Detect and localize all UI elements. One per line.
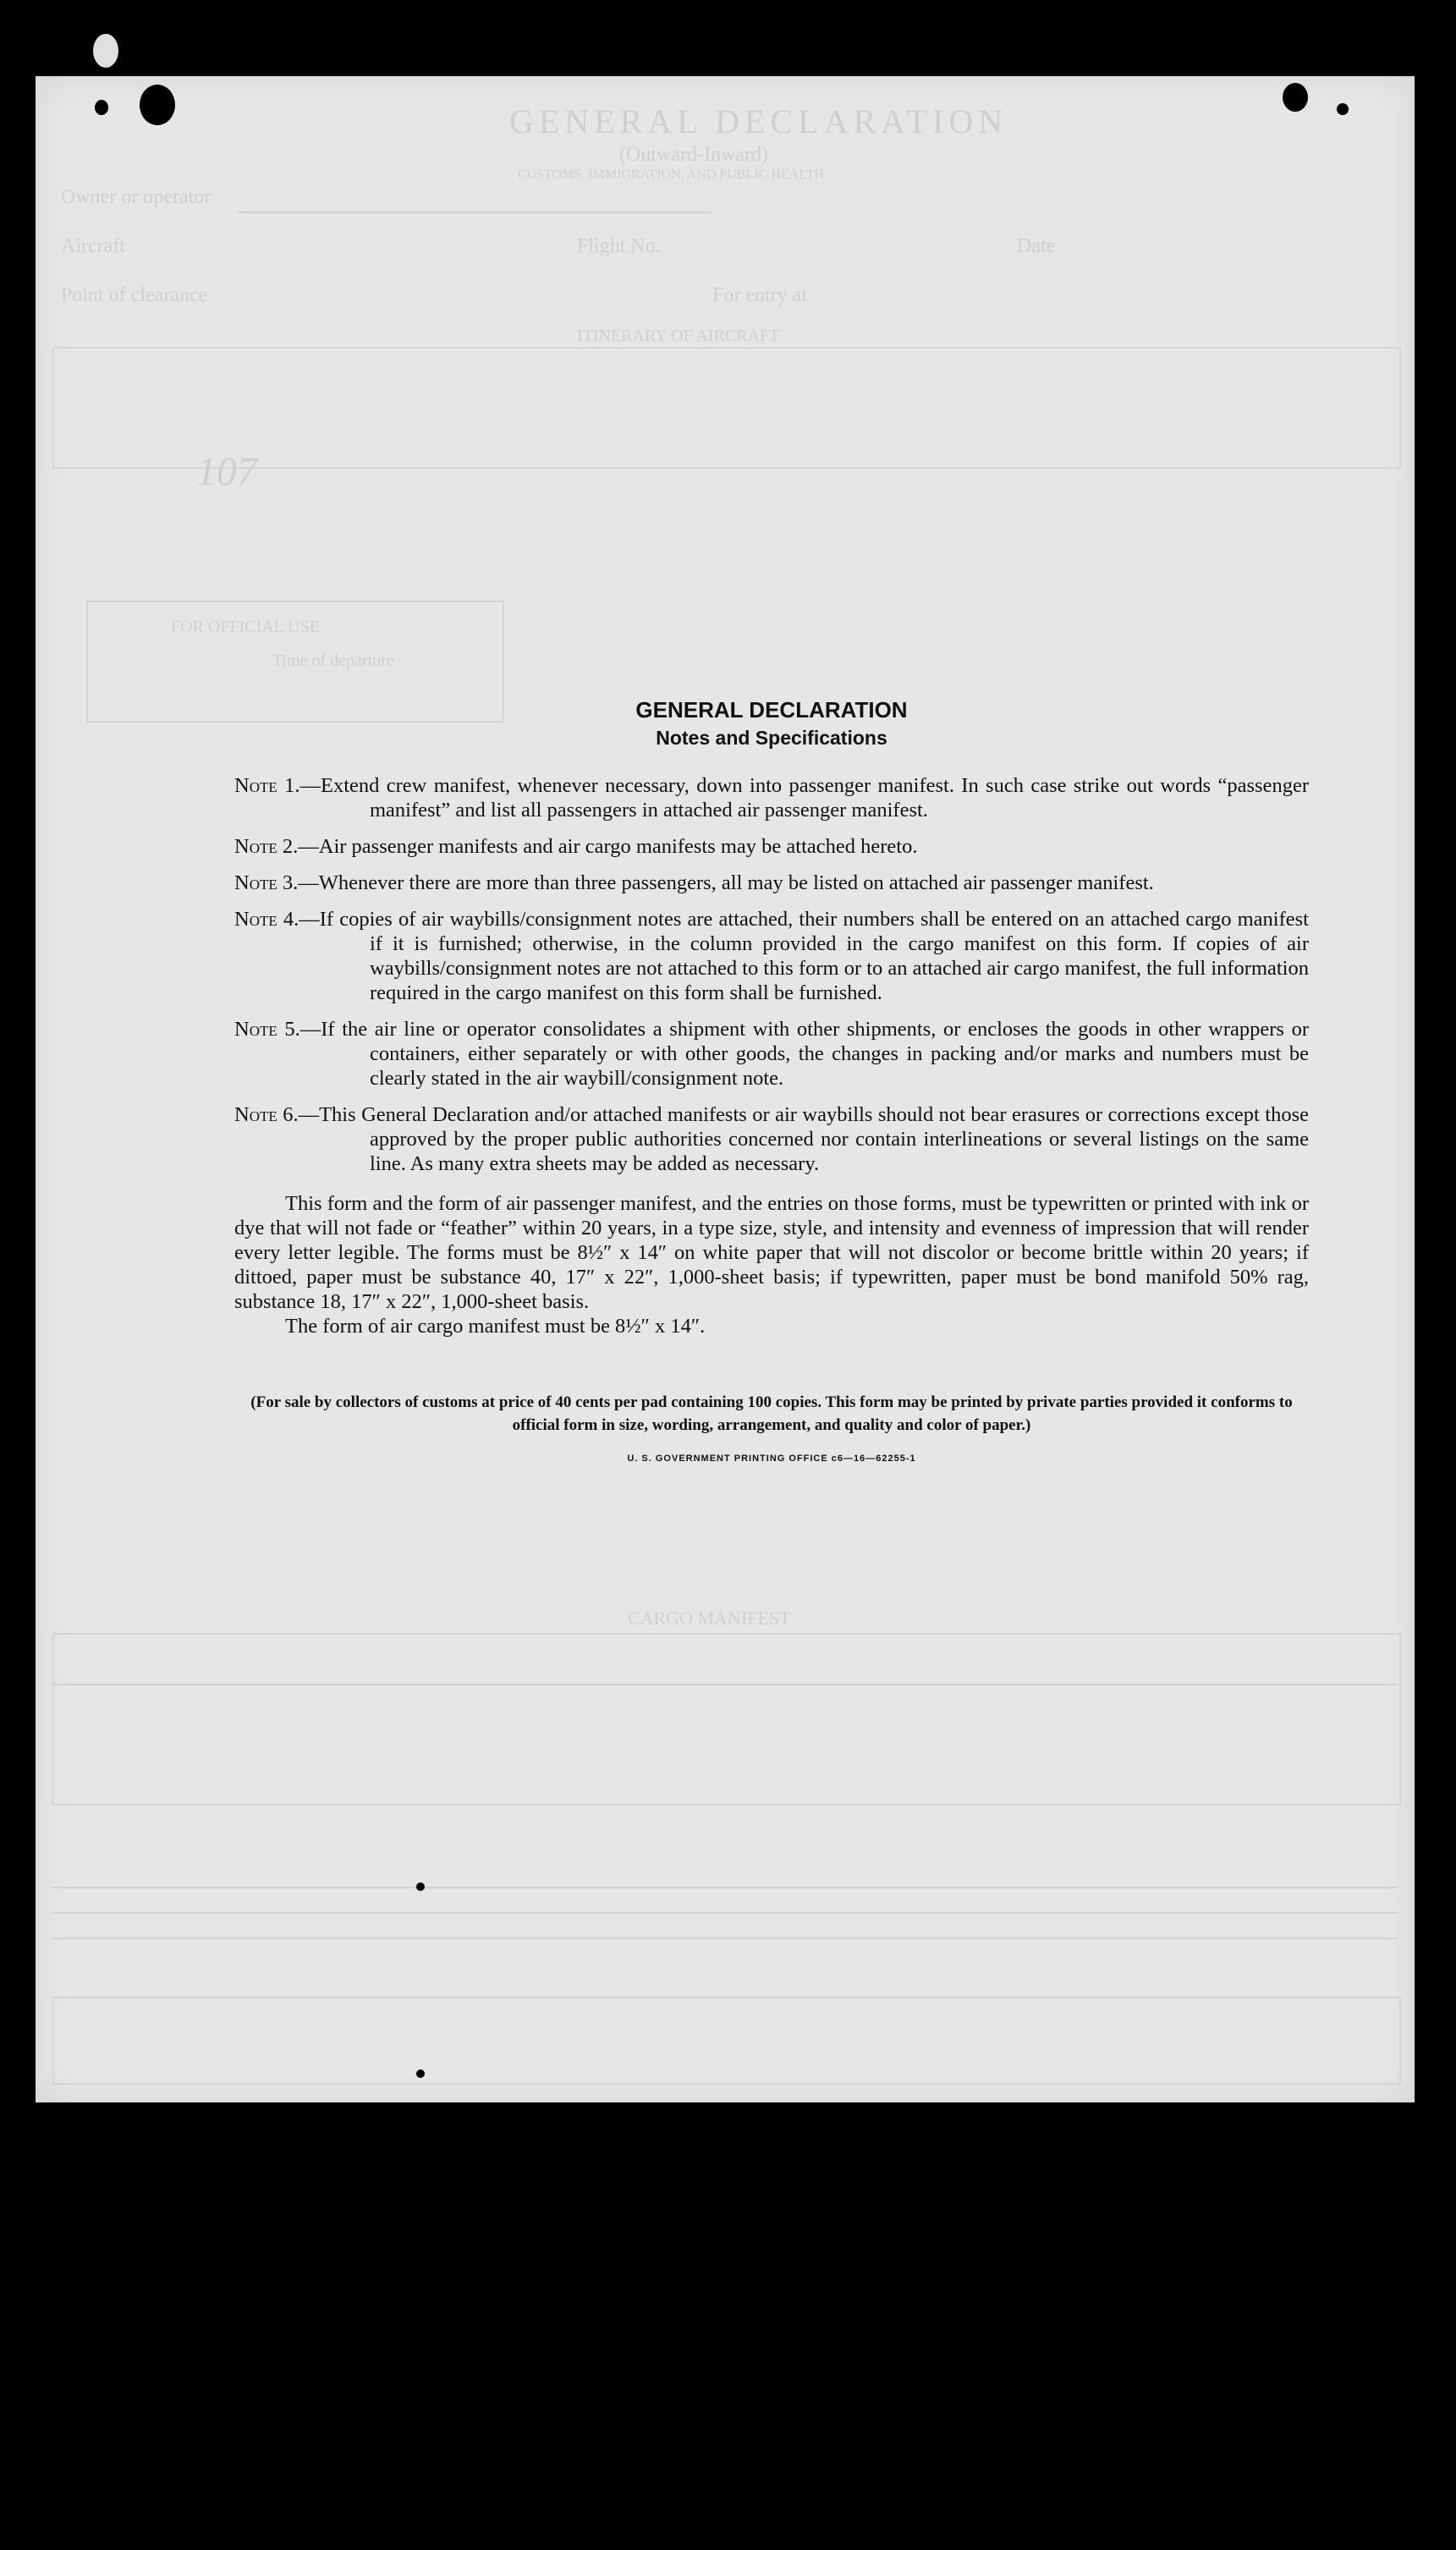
bleed-cargo-box <box>52 1633 1401 1805</box>
bleed-stamp: 107 <box>196 449 257 494</box>
note-2 <box>234 834 1309 859</box>
cargo-manifest-size-paragraph: The form of air cargo manifest must be 8½″ x 14″. <box>285 1315 706 1338</box>
note-label: Note 1. <box>234 774 300 797</box>
bleed-line <box>52 1912 1398 1914</box>
note-text: —If copies of air waybills/consignment notes are attached, their numbers shall be entered on an attached cargo manifest if it is furnished; otherwise, in the column provided in the cargo manifest on this form. If copies of air waybills/consignment notes are not attached to this form or to an attached air cargo manifest, the full information required in the cargo manifest on this form shall be furnished. <box>299 908 1309 1004</box>
note-3 <box>234 871 1309 895</box>
ink-blot <box>95 100 108 115</box>
note-text: —Air passenger manifests and air cargo manifests may be attached hereto. <box>298 835 918 858</box>
bleed-official-use: FOR OFFICIAL USE <box>171 618 320 636</box>
note-text: —If the air line or operator consolidates a shipment with other shipments, or encloses the goods in other wrappers or containers, either separately or with other goods, the changes in packing and/or marks and numbers must be clearly stated in the air waybill/consignment note. <box>299 1018 1309 1090</box>
ink-blot <box>416 2069 425 2078</box>
note-label: Note 5. <box>234 1018 300 1041</box>
ink-blot <box>416 1882 425 1891</box>
ink-blot <box>1283 83 1308 112</box>
document-page <box>36 76 1415 2102</box>
ink-blot <box>1337 103 1349 115</box>
page-title: GENERAL DECLARATION <box>635 697 908 723</box>
bleed-flight: Flight No. <box>577 235 661 257</box>
bleed-entry: For entry at <box>712 284 807 306</box>
bleed-header-sub2: CUSTOMS, IMMIGRATION, AND PUBLIC HEALTH <box>518 168 824 182</box>
page-subtitle: Notes and Specifications <box>656 727 887 749</box>
bleed-line <box>52 1887 1398 1888</box>
ink-blot <box>93 34 118 68</box>
notes-and-specifications <box>234 695 1309 1464</box>
bleed-itinerary: ITINERARY OF AIRCRAFT <box>577 327 780 345</box>
printer-imprint: U. S. GOVERNMENT PRINTING OFFICE c6—16—62255-1 <box>627 1454 916 1464</box>
bleed-cargo-manifest: CARGO MANIFEST <box>628 1607 791 1629</box>
note-text: —This General Declaration and/or attached manifests or air waybills should not bear erasures or corrections except those approved by the proper public authorities concerned nor contain interlineations or several listings on the same line. As many extra sheets may be added as necessary. <box>298 1103 1309 1175</box>
note-5 <box>234 1017 1309 1091</box>
note-label: Note 4. <box>234 908 299 931</box>
note-label: Note 3. <box>234 871 299 894</box>
note-label: Note 2. <box>234 835 299 858</box>
bleed-departure: Time of departure <box>272 651 394 670</box>
specifications-paragraph: This form and the form of air passenger manifest, and the entries on those forms, must be typewritten or printed with ink or dye that will not fade or “feather” within 20 years, in a type size, style, and intensity and evenness of impression that will render every letter legible. The forms must be 8½″ x 14″ on white paper that will not discolor or become brittle within 20 years; if dittoed, paper must be substance 40, 17″ x 22″, 1,000-sheet basis; if typewritten, paper must be bond manifold 50% rag, substance 18, 17″ x 22″, 1,000-sheet basis. <box>234 1192 1309 1313</box>
note-text: —Whenever there are more than three passengers, all may be listed on attached air passenger manifest. <box>298 871 1154 894</box>
note-label: Note 6. <box>234 1103 299 1126</box>
note-text: —Extend crew manifest, whenever necessary, down into passenger manifest. In such case strike out words “passenger manifest” and list all passengers in attached air passenger manifest. <box>299 774 1310 822</box>
bleed-header-sub: (Outward-Inward) <box>619 144 768 166</box>
bleed-line <box>52 1684 1398 1685</box>
bleed-owner: Owner or operator <box>61 186 212 208</box>
note-1 <box>234 773 1309 822</box>
sale-notice: (For sale by collectors of customs at price of 40 cents per pad containing 100 copies. This form may be printed by private parties provided it conforms to official form in size, wording, arrangement, and quality and color of paper.) <box>250 1393 1293 1434</box>
bleed-header: GENERAL DECLARATION <box>509 102 1008 140</box>
ink-blot <box>140 85 175 125</box>
bleed-line <box>52 1937 1398 1939</box>
bleed-signature-box <box>52 1997 1401 2085</box>
bleed-aircraft: Aircraft <box>61 235 125 257</box>
note-4 <box>234 907 1309 1005</box>
note-6 <box>234 1102 1309 1176</box>
bleed-clearance: Point of clearance <box>61 284 208 306</box>
bleed-line <box>239 212 712 213</box>
bleed-date: Date <box>1017 235 1056 257</box>
